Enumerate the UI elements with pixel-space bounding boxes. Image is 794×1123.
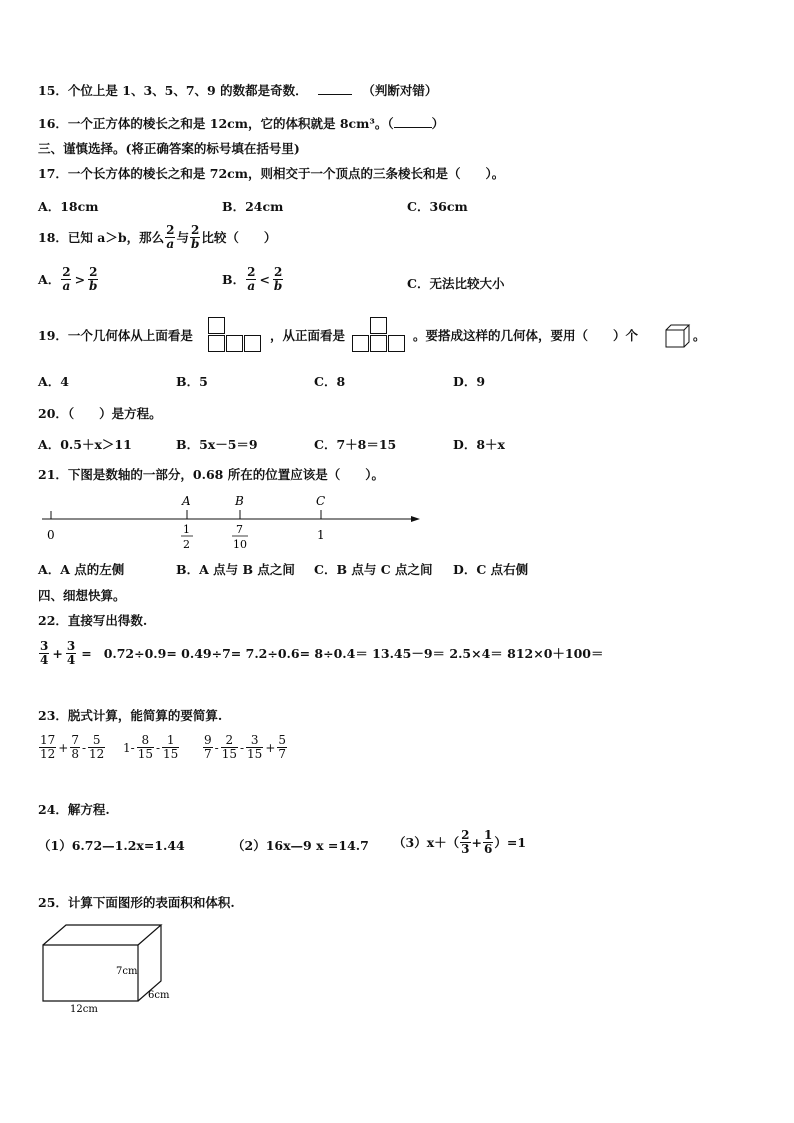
point-c-label: C (316, 494, 326, 508)
fraction (70, 734, 80, 761)
q19-end: 。 (693, 328, 706, 343)
fraction-3-over-4: $\frac{3}{4}$ (66, 639, 76, 667)
q17-option-a[interactable]: A．18cm (38, 199, 99, 214)
q15-tail: （判断对错） (362, 83, 438, 98)
q24-equation-1: （1）6.72—1.2x=1.44 (38, 838, 185, 853)
q24-equation-2: （2）16x—9 x =14.7 (232, 838, 369, 853)
q22-expressions: $\frac{3}{4}$ + $\frac{3}{4}$ = 0.72÷0.9= 0.49÷7= 7.2÷0.6= 8÷0.4＝ 13.45－9＝ 2.5×4＝ 812×0＋100＝ (40, 639, 604, 667)
numerator: 1 (166, 733, 175, 747)
section-heading-3: 三、谨慎选择。(将正确答案的标号填在括号里) (38, 141, 300, 156)
q18-pre: 18．已知 a＞b，那么 (38, 229, 165, 245)
numerator: 2 (225, 733, 234, 747)
q17-option-c[interactable]: C．36cm (407, 199, 468, 214)
q23-expression-3 (202, 734, 288, 761)
question-17: 17．一个长方体的棱长之和是 72cm，则相交于一个顶点的三条棱长和是（ ）。 (38, 166, 505, 181)
q23-expression-2 (122, 734, 180, 761)
point-a-label: A (182, 494, 191, 508)
operator: 1- (123, 740, 135, 755)
cuboid-figure (36, 920, 186, 1018)
q20-option-d[interactable]: D．8＋x (453, 437, 505, 452)
q21-option-c[interactable]: C．B 点与 C 点之间 (314, 562, 433, 577)
height-label: 7cm (116, 966, 138, 977)
q18-option-c[interactable]: C．无法比较大小 (407, 276, 505, 291)
depth-label: 6cm (148, 990, 170, 1001)
q18-option-a[interactable]: A． $\frac{2}{a}$ > $\frac{2}{b}$ (38, 265, 98, 293)
question-24: 24．解方程. (38, 802, 110, 817)
q19-option-c[interactable]: C．8 (314, 374, 346, 389)
length-label: 12cm (70, 1004, 98, 1015)
q21-option-b[interactable]: B．A 点与 B 点之间 (176, 562, 295, 577)
q19-pre: 19．一个几何体从上面看是 (38, 328, 193, 343)
q16-tail: ） (431, 116, 445, 131)
q18-mid: 与 (176, 229, 189, 245)
section-heading-4: 四、细想快算。 (38, 588, 126, 603)
fraction-2-over-a: $\frac{2}{a}$ (166, 223, 175, 251)
question-23: 23．脱式计算，能简算的要简算. (38, 708, 223, 723)
fraction-2-over-b: $\frac{2}{b}$ (273, 265, 283, 293)
numerator: 7 (71, 733, 79, 747)
operator: + (265, 740, 276, 755)
denominator: 15 (163, 747, 179, 761)
operator: - (239, 740, 245, 755)
numerator: 9 (204, 733, 212, 747)
answer-blank[interactable] (318, 82, 352, 95)
less-than-sign: < (259, 271, 270, 287)
number-line (36, 490, 426, 554)
fraction (137, 734, 154, 761)
fraction (39, 734, 56, 761)
q21-option-d[interactable]: D．C 点右侧 (453, 562, 529, 577)
numerator: 5 (92, 733, 101, 747)
point-b-label: B (235, 494, 244, 508)
q15-text: 15．个位上是 1、3、5、7、9 的数都是奇数． (38, 83, 308, 98)
answer-blank[interactable] (394, 115, 432, 128)
operator: - (214, 740, 219, 755)
q19-option-d[interactable]: D．9 (453, 374, 486, 389)
numerator: 17 (40, 733, 56, 747)
question-22: 22．直接写出得数. (38, 613, 148, 628)
fraction (221, 734, 238, 761)
greater-than-sign: > (74, 271, 86, 287)
fraction (246, 734, 263, 761)
question-25: 25．计算下面图形的表面积和体积. (38, 895, 235, 910)
numerator: 8 (141, 733, 150, 747)
fraction-2-over-a: $\frac{2}{a}$ (247, 265, 256, 293)
fraction (277, 734, 287, 761)
fraction (162, 734, 179, 761)
denominator: 12 (40, 747, 56, 761)
front-view-figure (352, 317, 412, 355)
q24-equation-3: （3）x＋（ $\frac{2}{3}$ + $\frac{1}{6}$ ）=1 (393, 828, 527, 856)
q19-option-b[interactable]: B．5 (176, 374, 208, 389)
q18-post: 比较（ ） (201, 229, 277, 245)
q20-option-a[interactable]: A．0.5＋x＞11 (38, 437, 132, 452)
tick-label-0: 0 (47, 528, 55, 542)
fraction (88, 734, 105, 761)
top-view-figure (208, 317, 268, 355)
fraction-2-over-3: $\frac{2}{3}$ (461, 828, 470, 856)
tick-label-1: 1 (317, 528, 325, 542)
denominator: 7 (204, 747, 212, 761)
denominator: 15 (221, 747, 237, 761)
q20-option-c[interactable]: C．7＋8＝15 (314, 437, 397, 452)
question-18 (38, 224, 276, 251)
q21-option-a[interactable]: A．A 点的左侧 (38, 562, 125, 577)
denominator: 12 (89, 747, 105, 761)
tick-label-seven-tenths-denominator: 10 (233, 538, 247, 551)
q19-mid: ，从正面看是 (270, 328, 346, 343)
question-20: 20．（ ）是方程。 (38, 406, 162, 421)
q17-option-b[interactable]: B．24cm (222, 199, 284, 214)
q22-rest: 0.72÷0.9= 0.49÷7= 7.2÷0.6= 8÷0.4＝ 13.45－9＝ 2.5×4＝ 812×0＋100＝ (103, 645, 604, 661)
denominator: 15 (137, 747, 153, 761)
q19-option-a[interactable]: A．4 (38, 374, 69, 389)
denominator: 7 (278, 747, 287, 761)
fraction-2-over-b: $\frac{2}{b}$ (89, 265, 98, 293)
q18-option-b[interactable]: B． $\frac{2}{a}$ < $\frac{2}{b}$ (222, 265, 283, 293)
fraction-3-over-4: $\frac{3}{4}$ (40, 639, 49, 667)
fraction (203, 734, 213, 761)
question-21: 21．下图是数轴的一部分，0.68 所在的位置应该是（ ）。 (38, 467, 384, 482)
operator: - (155, 740, 161, 755)
fraction-2-over-b: $\frac{2}{b}$ (190, 223, 200, 251)
q16-text: 16．一个正方体的棱长之和是 12cm，它的体积就是 8cm³。（ (38, 116, 394, 131)
fraction-2-over-a: $\frac{2}{a}$ (62, 265, 71, 293)
cube-icon (664, 323, 692, 349)
tick-label-half-denominator: 2 (183, 538, 190, 551)
question-16 (38, 115, 444, 132)
denominator: 8 (71, 747, 79, 761)
numerator: 5 (278, 733, 287, 747)
denominator: 15 (247, 747, 263, 761)
q19-post: 。要搭成这样的几何体，要用（ ）个 (413, 328, 639, 343)
tick-label-half-numerator: 1 (183, 523, 190, 536)
operator: - (81, 740, 87, 755)
numerator: 3 (250, 733, 259, 747)
q23-expression-1 (38, 734, 106, 761)
question-15 (38, 82, 437, 99)
fraction-1-over-6: $\frac{1}{6}$ (484, 828, 493, 856)
tick-label-seven-tenths-numerator: 7 (236, 523, 243, 536)
operator: + (58, 740, 69, 755)
q20-option-b[interactable]: B．5x－5＝9 (176, 437, 258, 452)
